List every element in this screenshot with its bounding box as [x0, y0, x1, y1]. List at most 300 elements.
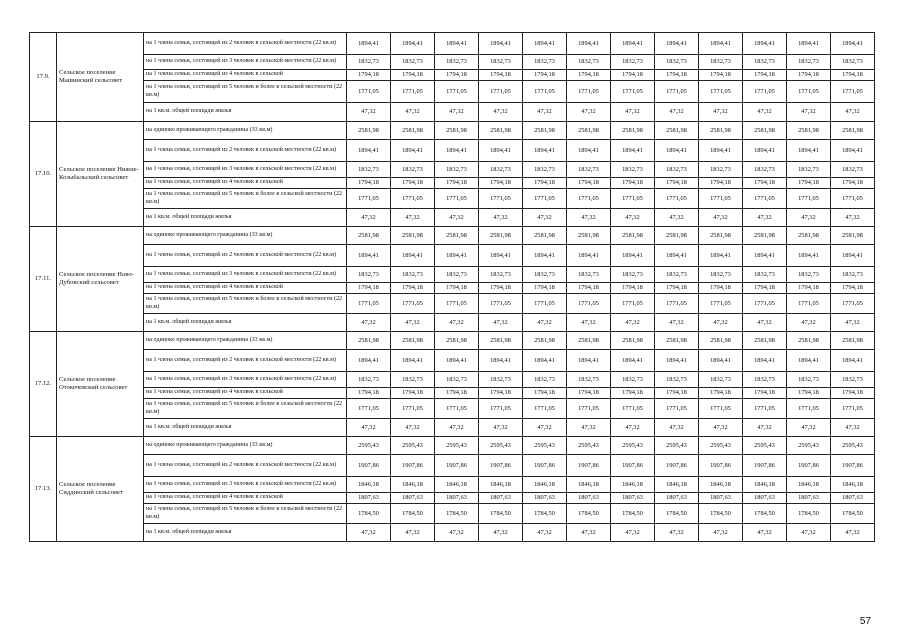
- cost-value-cell: 1771,05: [743, 81, 787, 103]
- cost-value-cell: 1771,05: [831, 189, 875, 209]
- table-row: [30, 103, 875, 122]
- cost-value-cell: 1907,86: [391, 455, 435, 477]
- housing-cost-table: [29, 32, 875, 542]
- cost-value-cell: 1771,05: [347, 189, 391, 209]
- cost-value-cell: 47,32: [611, 103, 655, 122]
- table-row: [30, 70, 875, 81]
- cost-value-cell: 1771,05: [391, 399, 435, 419]
- table-row: [30, 455, 875, 477]
- cost-value-cell: 1794,18: [567, 178, 611, 189]
- norm-description: на 1 кв.м. общей площади жилья: [144, 209, 347, 227]
- cost-value-cell: 47,32: [699, 314, 743, 332]
- cost-value-cell: 1894,41: [787, 350, 831, 372]
- cost-value-cell: 1894,41: [347, 140, 391, 162]
- cost-value-cell: 2581,98: [479, 122, 523, 140]
- cost-value-cell: 1784,50: [699, 504, 743, 524]
- cost-value-cell: 1771,05: [655, 294, 699, 314]
- cost-value-cell: 47,32: [567, 209, 611, 227]
- cost-value-cell: 1794,18: [655, 283, 699, 294]
- cost-value-cell: 1807,63: [611, 493, 655, 504]
- norm-description: на 1 кв.м. общей площади жилья: [144, 314, 347, 332]
- cost-value-cell: 1894,41: [391, 33, 435, 55]
- cost-value-cell: 1771,05: [391, 294, 435, 314]
- cost-value-cell: 2581,98: [391, 332, 435, 350]
- cost-value-cell: 47,32: [655, 524, 699, 542]
- cost-value-cell: 1794,18: [787, 388, 831, 399]
- cost-value-cell: 47,32: [743, 524, 787, 542]
- cost-value-cell: 1832,73: [831, 267, 875, 283]
- cost-value-cell: 47,32: [699, 209, 743, 227]
- cost-value-cell: 47,32: [567, 103, 611, 122]
- table-row: [30, 178, 875, 189]
- cost-value-cell: 1894,41: [699, 140, 743, 162]
- table-row: [30, 209, 875, 227]
- cost-value-cell: 1894,41: [743, 350, 787, 372]
- cost-value-cell: 1832,73: [347, 372, 391, 388]
- cost-value-cell: 1794,18: [523, 283, 567, 294]
- cost-value-cell: 1807,63: [743, 493, 787, 504]
- cost-value-cell: 1846,18: [479, 477, 523, 493]
- cost-value-cell: 1771,05: [611, 294, 655, 314]
- cost-value-cell: 1807,63: [699, 493, 743, 504]
- cost-value-cell: 2581,98: [655, 227, 699, 245]
- cost-value-cell: 47,32: [391, 103, 435, 122]
- cost-value-cell: 1832,73: [655, 372, 699, 388]
- cost-value-cell: 1807,63: [787, 493, 831, 504]
- cost-value-cell: 1846,18: [523, 477, 567, 493]
- cost-value-cell: 1894,41: [523, 33, 567, 55]
- cost-value-cell: 1784,50: [743, 504, 787, 524]
- cost-value-cell: 1832,73: [611, 372, 655, 388]
- cost-value-cell: 1794,18: [699, 178, 743, 189]
- cost-value-cell: 2595,43: [699, 437, 743, 455]
- cost-value-cell: 1832,73: [523, 55, 567, 70]
- cost-value-cell: 1832,73: [347, 267, 391, 283]
- cost-value-cell: 1832,73: [567, 267, 611, 283]
- settlement-code: 17.13.: [30, 437, 57, 542]
- cost-value-cell: 1771,05: [435, 294, 479, 314]
- cost-value-cell: 1794,18: [831, 70, 875, 81]
- cost-value-cell: 1846,18: [611, 477, 655, 493]
- table-body: [30, 33, 875, 542]
- cost-value-cell: 2581,98: [831, 227, 875, 245]
- cost-value-cell: 2581,98: [787, 332, 831, 350]
- cost-value-cell: 1794,18: [567, 388, 611, 399]
- cost-value-cell: 1794,18: [391, 178, 435, 189]
- cost-value-cell: 1894,41: [567, 245, 611, 267]
- cost-value-cell: 2595,43: [831, 437, 875, 455]
- cost-value-cell: 1794,18: [523, 388, 567, 399]
- cost-value-cell: 47,32: [347, 209, 391, 227]
- cost-value-cell: 1771,05: [435, 81, 479, 103]
- cost-value-cell: 2581,98: [787, 122, 831, 140]
- cost-value-cell: 47,32: [391, 524, 435, 542]
- cost-value-cell: 1907,86: [655, 455, 699, 477]
- cost-value-cell: 1784,50: [523, 504, 567, 524]
- cost-value-cell: 1807,63: [347, 493, 391, 504]
- table-row: [30, 81, 875, 103]
- cost-value-cell: 1894,41: [655, 245, 699, 267]
- cost-value-cell: 1832,73: [391, 267, 435, 283]
- cost-value-cell: 1807,63: [567, 493, 611, 504]
- cost-value-cell: 47,32: [479, 419, 523, 437]
- norm-description: на 1 члена семьи, состоящей из 3 человек в сельской местности (22 кв.м): [144, 162, 347, 178]
- cost-value-cell: 1771,05: [567, 189, 611, 209]
- settlement-name: Сельское поселение Сиддинский сельсовет: [57, 437, 144, 542]
- cost-value-cell: 1894,41: [699, 350, 743, 372]
- table-row: [30, 294, 875, 314]
- cost-value-cell: 1894,41: [655, 33, 699, 55]
- cost-value-cell: 47,32: [655, 419, 699, 437]
- cost-value-cell: 1807,63: [391, 493, 435, 504]
- table-row: [30, 504, 875, 524]
- cost-value-cell: 1784,50: [391, 504, 435, 524]
- settlement-code: 17.12.: [30, 332, 57, 437]
- cost-value-cell: 1907,86: [787, 455, 831, 477]
- cost-value-cell: 1832,73: [655, 162, 699, 178]
- cost-value-cell: 1794,18: [611, 70, 655, 81]
- cost-value-cell: 2595,43: [391, 437, 435, 455]
- cost-value-cell: 1907,86: [479, 455, 523, 477]
- cost-value-cell: 1832,73: [743, 267, 787, 283]
- cost-value-cell: 1894,41: [699, 33, 743, 55]
- table-row: [30, 162, 875, 178]
- cost-value-cell: 1832,73: [611, 55, 655, 70]
- cost-value-cell: 1832,73: [347, 55, 391, 70]
- cost-value-cell: 1894,41: [831, 350, 875, 372]
- cost-value-cell: 1894,41: [479, 140, 523, 162]
- cost-value-cell: 1771,05: [699, 399, 743, 419]
- cost-value-cell: 2581,98: [611, 227, 655, 245]
- norm-description: на 1 члена семьи, состоящей из 4 человек в сельской: [144, 283, 347, 294]
- cost-value-cell: 1771,05: [831, 294, 875, 314]
- cost-value-cell: 47,32: [567, 524, 611, 542]
- cost-value-cell: 1894,41: [743, 140, 787, 162]
- norm-description: на одиноко проживающего гражданина (33 кв.м): [144, 227, 347, 245]
- cost-value-cell: 47,32: [699, 524, 743, 542]
- cost-value-cell: 1771,05: [347, 294, 391, 314]
- cost-value-cell: 2581,98: [567, 122, 611, 140]
- cost-value-cell: 1894,41: [611, 350, 655, 372]
- norm-description: на 1 члена семьи, состоящей из 5 человек и более в сельской местности (22 кв.м): [144, 399, 347, 419]
- cost-value-cell: 1771,05: [611, 399, 655, 419]
- cost-value-cell: 1771,05: [787, 81, 831, 103]
- cost-value-cell: 47,32: [479, 209, 523, 227]
- norm-description: на 1 члена семьи, состоящей из 3 человек в сельской местности (22 кв.м): [144, 372, 347, 388]
- cost-value-cell: 1771,05: [699, 81, 743, 103]
- cost-value-cell: 1907,86: [743, 455, 787, 477]
- cost-value-cell: 2581,98: [479, 227, 523, 245]
- cost-value-cell: 1771,05: [479, 189, 523, 209]
- cost-value-cell: 1832,73: [523, 267, 567, 283]
- cost-value-cell: 47,32: [831, 103, 875, 122]
- cost-value-cell: 47,32: [787, 209, 831, 227]
- cost-value-cell: 1794,18: [787, 283, 831, 294]
- cost-value-cell: 2581,98: [347, 227, 391, 245]
- cost-value-cell: 47,32: [435, 209, 479, 227]
- cost-value-cell: 1907,86: [611, 455, 655, 477]
- cost-value-cell: 1771,05: [611, 81, 655, 103]
- cost-value-cell: 1894,41: [611, 33, 655, 55]
- cost-value-cell: 1832,73: [787, 372, 831, 388]
- norm-description: на 1 члена семьи, состоящей из 2 человек в сельской местности (22 кв.м): [144, 140, 347, 162]
- cost-value-cell: 1832,73: [435, 267, 479, 283]
- cost-value-cell: 1832,73: [567, 372, 611, 388]
- cost-value-cell: 1846,18: [699, 477, 743, 493]
- cost-value-cell: 1907,86: [347, 455, 391, 477]
- cost-value-cell: 1771,05: [743, 399, 787, 419]
- cost-value-cell: 1807,63: [523, 493, 567, 504]
- cost-value-cell: 2581,98: [435, 227, 479, 245]
- cost-value-cell: 2595,43: [479, 437, 523, 455]
- cost-value-cell: 1894,41: [523, 140, 567, 162]
- cost-value-cell: 47,32: [787, 314, 831, 332]
- cost-value-cell: 1794,18: [435, 388, 479, 399]
- cost-value-cell: 1894,41: [479, 33, 523, 55]
- cost-value-cell: 1832,73: [611, 162, 655, 178]
- norm-description: на 1 члена семьи, состоящей из 5 человек и более в сельской местности (22 кв.м): [144, 504, 347, 524]
- cost-value-cell: 1794,18: [523, 70, 567, 81]
- cost-value-cell: 2581,98: [831, 122, 875, 140]
- norm-description: на 1 члена семьи, состоящей из 2 человек в сельской местности (22 кв.м): [144, 455, 347, 477]
- cost-value-cell: 1794,18: [391, 283, 435, 294]
- settlement-code: 17.9.: [30, 33, 57, 122]
- norm-description: на 1 члена семьи, состоящей из 3 человек в сельской местности (22 кв.м): [144, 267, 347, 283]
- cost-value-cell: 1894,41: [831, 140, 875, 162]
- cost-value-cell: 1894,41: [523, 245, 567, 267]
- cost-value-cell: 2581,98: [655, 122, 699, 140]
- cost-value-cell: 1771,05: [655, 399, 699, 419]
- cost-value-cell: 1794,18: [611, 283, 655, 294]
- cost-value-cell: 1894,41: [435, 245, 479, 267]
- table-row: [30, 267, 875, 283]
- cost-value-cell: 47,32: [523, 419, 567, 437]
- cost-value-cell: 1771,05: [699, 189, 743, 209]
- cost-value-cell: 2595,43: [655, 437, 699, 455]
- cost-value-cell: 1894,41: [391, 140, 435, 162]
- cost-value-cell: 1907,86: [435, 455, 479, 477]
- cost-value-cell: 2581,98: [743, 122, 787, 140]
- cost-value-cell: 1894,41: [611, 140, 655, 162]
- cost-value-cell: 1846,18: [391, 477, 435, 493]
- settlement-name: Сельское поселение Ново-Дубовский сельсовет: [57, 227, 144, 332]
- cost-value-cell: 1832,73: [567, 55, 611, 70]
- norm-description: на 1 члена семьи, состоящей из 5 человек и более в сельской местности (22 кв.м): [144, 81, 347, 103]
- cost-value-cell: 1907,86: [523, 455, 567, 477]
- table-row: [30, 372, 875, 388]
- cost-value-cell: 1794,18: [347, 388, 391, 399]
- cost-value-cell: 2595,43: [611, 437, 655, 455]
- cost-value-cell: 1894,41: [435, 350, 479, 372]
- cost-value-cell: 47,32: [479, 103, 523, 122]
- cost-value-cell: 1846,18: [347, 477, 391, 493]
- cost-value-cell: 1794,18: [787, 178, 831, 189]
- cost-value-cell: 1794,18: [831, 178, 875, 189]
- cost-value-cell: 1832,73: [655, 267, 699, 283]
- cost-value-cell: 2581,98: [831, 332, 875, 350]
- settlement-name: Сельское поселение Отокочевский сельсовет: [57, 332, 144, 437]
- cost-value-cell: 2581,98: [391, 227, 435, 245]
- cost-value-cell: 2595,43: [787, 437, 831, 455]
- cost-value-cell: 1832,73: [479, 55, 523, 70]
- table-row: [30, 332, 875, 350]
- cost-value-cell: 1894,41: [347, 245, 391, 267]
- cost-value-cell: 1894,41: [567, 33, 611, 55]
- cost-value-cell: 47,32: [567, 419, 611, 437]
- cost-value-cell: 1771,05: [787, 189, 831, 209]
- cost-value-cell: 47,32: [655, 103, 699, 122]
- cost-value-cell: 1832,73: [523, 372, 567, 388]
- cost-value-cell: 2581,98: [743, 332, 787, 350]
- cost-value-cell: 1832,73: [435, 372, 479, 388]
- cost-value-cell: 47,32: [743, 209, 787, 227]
- cost-value-cell: 1894,41: [391, 245, 435, 267]
- cost-value-cell: 2581,98: [523, 227, 567, 245]
- norm-description: на 1 члена семьи, состоящей из 2 человек в сельской местности (22 кв.м): [144, 350, 347, 372]
- cost-value-cell: 1771,05: [435, 399, 479, 419]
- norm-description: на одиноко проживающего гражданина (33 кв.м): [144, 122, 347, 140]
- cost-value-cell: 1784,50: [655, 504, 699, 524]
- cost-value-cell: 47,32: [347, 419, 391, 437]
- cost-value-cell: 1846,18: [655, 477, 699, 493]
- cost-value-cell: 1771,05: [787, 399, 831, 419]
- cost-value-cell: 1894,41: [787, 140, 831, 162]
- cost-value-cell: 1894,41: [655, 350, 699, 372]
- cost-value-cell: 1894,41: [523, 350, 567, 372]
- cost-value-cell: 1832,73: [611, 267, 655, 283]
- cost-value-cell: 1894,41: [567, 140, 611, 162]
- cost-value-cell: 1794,18: [435, 178, 479, 189]
- norm-description: на 1 члена семьи, состоящей из 4 человек в сельской: [144, 493, 347, 504]
- cost-value-cell: 1832,73: [435, 55, 479, 70]
- cost-value-cell: 1784,50: [347, 504, 391, 524]
- cost-value-cell: 1794,18: [391, 388, 435, 399]
- cost-value-cell: 1794,18: [567, 70, 611, 81]
- cost-value-cell: 47,32: [787, 103, 831, 122]
- cost-value-cell: 1784,50: [787, 504, 831, 524]
- cost-value-cell: 47,32: [347, 103, 391, 122]
- cost-value-cell: 1794,18: [699, 283, 743, 294]
- cost-value-cell: 1832,73: [523, 162, 567, 178]
- cost-value-cell: 1894,41: [831, 245, 875, 267]
- cost-value-cell: 1832,73: [391, 55, 435, 70]
- cost-value-cell: 1907,86: [831, 455, 875, 477]
- table-row: [30, 350, 875, 372]
- cost-value-cell: 1846,18: [743, 477, 787, 493]
- cost-value-cell: 1894,41: [831, 33, 875, 55]
- cost-value-cell: 47,32: [611, 209, 655, 227]
- cost-value-cell: 47,32: [391, 419, 435, 437]
- cost-value-cell: 47,32: [435, 524, 479, 542]
- cost-value-cell: 1771,05: [523, 294, 567, 314]
- cost-value-cell: 2581,98: [699, 332, 743, 350]
- cost-value-cell: 47,32: [699, 419, 743, 437]
- cost-value-cell: 47,32: [523, 103, 567, 122]
- norm-description: на 1 члена семьи, состоящей из 2 человек в сельской местности (22 кв.м): [144, 33, 347, 55]
- cost-value-cell: 2595,43: [567, 437, 611, 455]
- cost-value-cell: 1832,73: [479, 267, 523, 283]
- cost-value-cell: 1832,73: [787, 162, 831, 178]
- norm-description: на 1 члена семьи, состоящей из 5 человек и более в сельской местности (22 кв.м): [144, 294, 347, 314]
- cost-value-cell: 1794,18: [479, 178, 523, 189]
- cost-value-cell: 1894,41: [743, 33, 787, 55]
- norm-description: на 1 члена семьи, состоящей из 5 человек и более в сельской местности (22 кв.м): [144, 189, 347, 209]
- cost-value-cell: 1794,18: [611, 388, 655, 399]
- cost-value-cell: 1894,41: [611, 245, 655, 267]
- cost-value-cell: 1894,41: [435, 33, 479, 55]
- cost-value-cell: 1807,63: [831, 493, 875, 504]
- cost-value-cell: 2595,43: [523, 437, 567, 455]
- norm-description: на 1 члена семьи, состоящей из 4 человек в сельской: [144, 70, 347, 81]
- cost-value-cell: 2581,98: [523, 332, 567, 350]
- table-row: [30, 399, 875, 419]
- cost-value-cell: 1832,73: [391, 372, 435, 388]
- cost-value-cell: 1794,18: [479, 283, 523, 294]
- cost-value-cell: 1846,18: [787, 477, 831, 493]
- cost-value-cell: 1784,50: [479, 504, 523, 524]
- cost-value-cell: 2581,98: [699, 227, 743, 245]
- cost-value-cell: 1894,41: [479, 350, 523, 372]
- cost-value-cell: 1771,05: [347, 399, 391, 419]
- cost-value-cell: 1771,05: [611, 189, 655, 209]
- cost-value-cell: 1832,73: [567, 162, 611, 178]
- cost-value-cell: 1807,63: [435, 493, 479, 504]
- cost-value-cell: 1794,18: [655, 388, 699, 399]
- cost-value-cell: 2581,98: [743, 227, 787, 245]
- cost-value-cell: 47,32: [435, 314, 479, 332]
- cost-value-cell: 47,32: [611, 419, 655, 437]
- cost-value-cell: 47,32: [831, 524, 875, 542]
- cost-value-cell: 1832,73: [743, 372, 787, 388]
- cost-value-cell: 47,32: [743, 103, 787, 122]
- cost-value-cell: 1832,73: [743, 55, 787, 70]
- cost-value-cell: 1794,18: [391, 70, 435, 81]
- cost-value-cell: 1771,05: [479, 294, 523, 314]
- cost-value-cell: 2581,98: [435, 332, 479, 350]
- cost-value-cell: 47,32: [479, 524, 523, 542]
- cost-value-cell: 1771,05: [567, 294, 611, 314]
- table-row: [30, 493, 875, 504]
- cost-value-cell: 47,32: [523, 314, 567, 332]
- cost-value-cell: 1894,41: [479, 245, 523, 267]
- table-row: [30, 314, 875, 332]
- cost-value-cell: 2581,98: [567, 227, 611, 245]
- cost-value-cell: 1771,05: [523, 189, 567, 209]
- cost-value-cell: 47,32: [831, 209, 875, 227]
- cost-value-cell: 47,32: [347, 524, 391, 542]
- cost-value-cell: 1894,41: [787, 33, 831, 55]
- cost-value-cell: 1794,18: [347, 283, 391, 294]
- table-row: [30, 140, 875, 162]
- cost-value-cell: 2595,43: [435, 437, 479, 455]
- cost-value-cell: 1846,18: [567, 477, 611, 493]
- norm-description: на 1 члена семьи, состоящей из 3 человек в сельской местности (22 кв.м): [144, 477, 347, 493]
- cost-value-cell: 1771,05: [567, 81, 611, 103]
- norm-description: на одиноко проживающего гражданина (33 кв.м): [144, 332, 347, 350]
- cost-value-cell: 2581,98: [347, 122, 391, 140]
- settlement-name: Сельское поселение Нижне-Козыбальский сельсовет: [57, 122, 144, 227]
- cost-value-cell: 1784,50: [567, 504, 611, 524]
- cost-value-cell: 1832,73: [787, 55, 831, 70]
- cost-value-cell: 1794,18: [655, 178, 699, 189]
- cost-value-cell: 1794,18: [699, 388, 743, 399]
- cost-value-cell: 1771,05: [523, 81, 567, 103]
- norm-description: на 1 кв.м. общей площади жилья: [144, 524, 347, 542]
- page-number: 57: [859, 616, 871, 627]
- cost-value-cell: 2581,98: [611, 122, 655, 140]
- table-row: [30, 245, 875, 267]
- norm-description: на 1 кв.м. общей площади жилья: [144, 103, 347, 122]
